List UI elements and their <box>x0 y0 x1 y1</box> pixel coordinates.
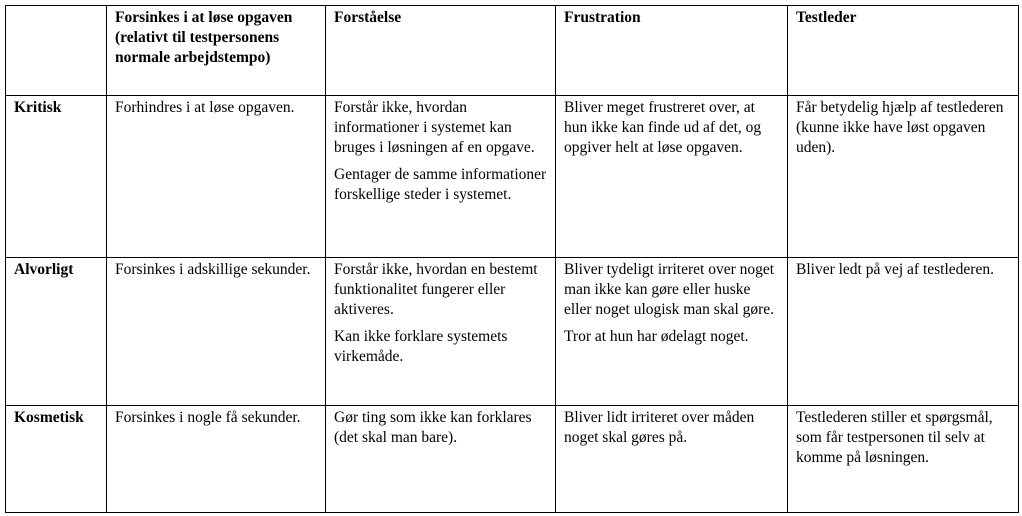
cell-alvorligt-frustration <box>556 258 788 406</box>
table-row-kritisk <box>6 96 1019 258</box>
cell-kosmetisk-frustration <box>556 406 788 513</box>
row-label-kosmetisk: Kosmetisk <box>6 406 107 513</box>
cell-text: Bliver meget frustreret over, at hun ikke kan finde ud af det, og opgiver helt at løse opgaven. <box>564 99 762 156</box>
cell-alvorligt-forstaaelse <box>326 258 556 406</box>
cell-text: Kan ikke forklare systemets virkemåde. <box>334 328 508 365</box>
cell-alvorligt-testleder <box>788 258 1019 406</box>
table-row-kosmetisk <box>6 406 1019 513</box>
cell-text: Testlederen stiller et spørgsmål, som får testpersonen til selv at komme på løsningen. <box>796 409 993 466</box>
cell-text: Forhindres i at løse opgaven. <box>115 99 295 116</box>
cell-text: Forstår ikke, hvordan en bestemt funktionalitet fungerer eller aktiveres. <box>334 261 538 318</box>
cell-text: Bliver lidt irriteret over måden noget skal gøres på. <box>564 409 755 446</box>
cell-text: Bliver tydeligt irriteret over noget man ikke kan gøre eller huske eller noget ulogisk man skal gøre. <box>564 261 775 318</box>
cell-kosmetisk-forsinkes <box>107 406 326 513</box>
cell-text: Bliver ledt på vej af testlederen. <box>796 261 994 278</box>
cell-kosmetisk-forstaaelse <box>326 406 556 513</box>
header-row <box>6 6 1019 96</box>
cell-alvorligt-forsinkes <box>107 258 326 406</box>
severity-table <box>5 5 1019 513</box>
header-forsinkes: Forsinkes i at løse opgaven (relativt til testpersonens normale arbejdstempo) <box>107 6 326 96</box>
header-forstaaelse: Forståelse <box>326 6 556 96</box>
cell-text: Gentager de samme informationer forskellige steder i systemet. <box>334 166 547 203</box>
cell-text: Får betydelig hjælp af testlederen (kunne ikke have løst opgaven uden). <box>796 99 1004 156</box>
cell-kritisk-testleder <box>788 96 1019 258</box>
cell-text: Forsinkes i nogle få sekunder. <box>115 409 301 426</box>
header-testleder: Testleder <box>788 6 1019 96</box>
cell-kritisk-forstaaelse <box>326 96 556 258</box>
cell-kosmetisk-testleder <box>788 406 1019 513</box>
cell-text: Tror at hun har ødelagt noget. <box>564 328 749 345</box>
row-label-kritisk: Kritisk <box>6 96 107 258</box>
table-row-alvorligt <box>6 258 1019 406</box>
header-frustration: Frustration <box>556 6 788 96</box>
cell-text: Gør ting som ikke kan forklares (det skal man bare). <box>334 409 532 446</box>
cell-text: Forstår ikke, hvordan informationer i systemet kan bruges i løsningen af en opgave. <box>334 99 535 156</box>
cell-text: Forsinkes i adskillige sekunder. <box>115 261 311 278</box>
header-corner <box>6 6 107 96</box>
cell-kritisk-forsinkes <box>107 96 326 258</box>
row-label-alvorligt: Alvorligt <box>6 258 107 406</box>
cell-kritisk-frustration <box>556 96 788 258</box>
